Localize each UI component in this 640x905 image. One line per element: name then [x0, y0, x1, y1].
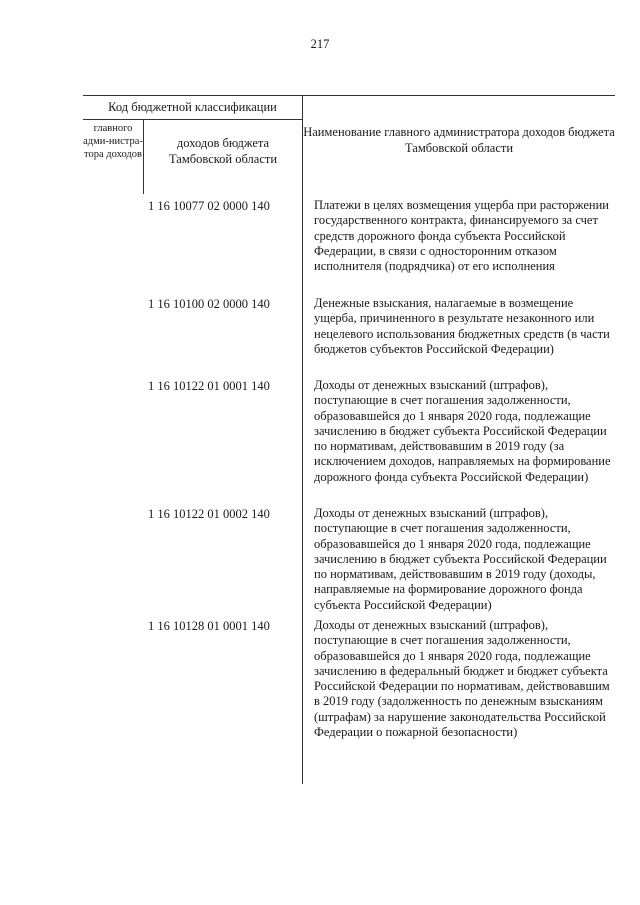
income-description: Денежные взыскания, налагаемые в возмещение ущерба, причиненного в результате незаконного или нецелевого использования бюджетных средств (в части бюджетов субъектов Российской Федерации)	[314, 296, 610, 356]
budget-classification-code-heading: Код бюджетной классификации	[108, 100, 277, 114]
budget-code: 1 16 10128 01 0001 140	[148, 619, 270, 633]
budget-code: 1 16 10122 01 0002 140	[148, 507, 270, 521]
table-header	[83, 95, 615, 194]
budget-code: 1 16 10122 01 0001 140	[148, 379, 270, 393]
income-description: Доходы от денежных взысканий (штрафов), поступающие в счет погашения задолженности, образовавшейся до 1 января 2020 года, подлежащие зачислению в бюджет субъекта Российской Федерации по нормативам, действовавшим в 2019 году (доходы, направляемые на формирование дорожного фонда субъекта Российской Федерации)	[314, 506, 607, 612]
income-description: Доходы от денежных взысканий (штрафов), поступающие в счет погашения задолженности, образовавшейся до 1 января 2020 года, подлежащие зачислению в федеральный бюджет и бюджет субъекта Российской Федерации по нормативам, действовавшим в 2019 году (задолженность по денежным взысканиям (штрафам) за нарушение законодательства Российской Федерации о пожарной безопасности)	[314, 618, 610, 740]
budget-code: 1 16 10100 02 0000 140	[148, 297, 270, 311]
income-description: Доходы от денежных взысканий (штрафов), поступающие в счет погашения задолженности, образовавшейся до 1 января 2020 года, подлежащие зачислению в бюджет субъекта Российской Федерации по нормативам, действовавшим в 2019 году (за исключением доходов, направляемых на формирование дорожного фонда субъекта Российской Федерации)	[314, 378, 611, 484]
chief-administrator-column-heading: главного адми-нистра-тора доходов	[83, 123, 143, 160]
group-bottom-border	[83, 119, 302, 120]
page-number: 217	[310, 37, 330, 51]
income-description: Платежи в целях возмещения ущерба при расторжении государственного контракта, финансируемого за счет средств дорожного фонда субъекта Российской Федерации, в связи с односторонним отказом исполнителя (подрядчика) от его исполнения	[314, 198, 609, 274]
administrator-name-column-heading: Наименование главного администратора доходов бюджета Тамбовской области	[303, 125, 615, 155]
body-column-divider	[302, 194, 303, 784]
budget-code: 1 16 10077 02 0000 140	[148, 199, 270, 213]
budget-income-column-heading: доходов бюджета Тамбовской области	[168, 136, 278, 166]
